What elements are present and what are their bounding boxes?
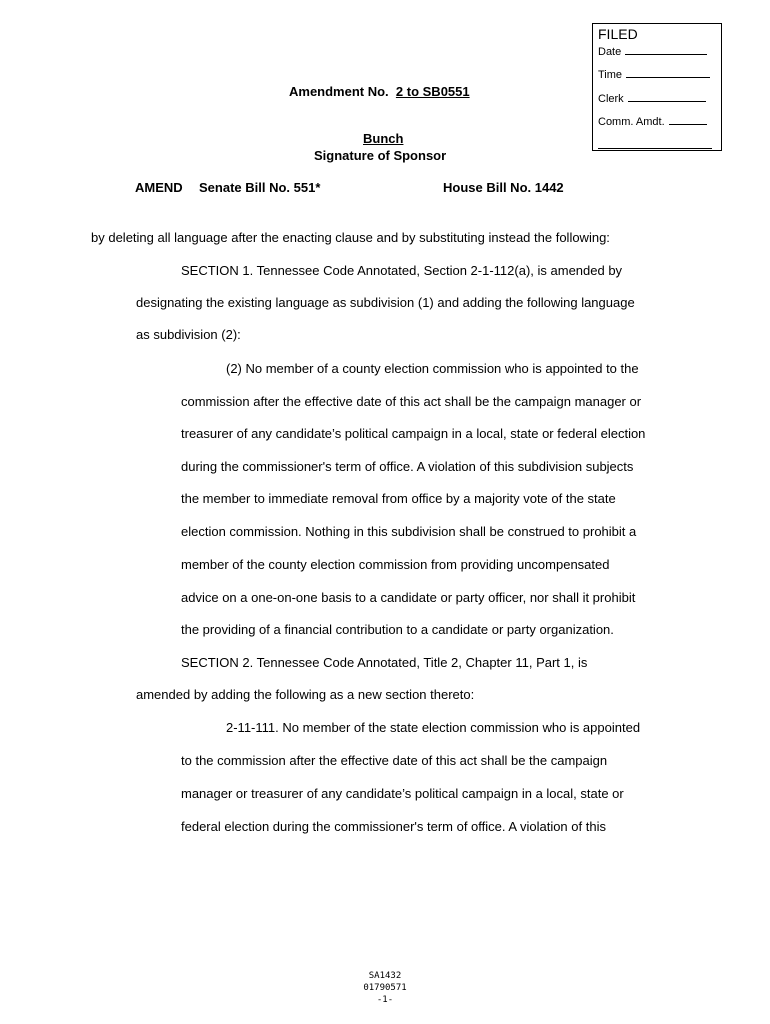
filed-time-label: Time [598, 69, 623, 81]
amendment-number: 2 to SB0551 [395, 84, 470, 99]
page-footer [345, 970, 425, 1006]
amend-word: AMEND [135, 180, 183, 195]
body-line: the providing of a financial contribution to a candidate or party organization. [181, 622, 614, 637]
body-line: by deleting all language after the enacting clause and by substituting instead the following: [91, 230, 610, 245]
body-line: amended by adding the following as a new section thereto: [136, 687, 475, 702]
body-line: as subdivision (2): [136, 327, 241, 342]
body-line: 2-11-111. No member of the state election commission who is appointed [226, 720, 641, 735]
footer-code-1: SA1432 [368, 971, 402, 981]
body-line: SECTION 2. Tennessee Code Annotated, Title 2, Chapter 11, Part 1, is [181, 655, 588, 670]
amendment-title [289, 84, 470, 99]
body-line: SECTION 1. Tennessee Code Annotated, Section 2-1-112(a), is amended by [181, 263, 623, 278]
body-line: treasurer of any candidate’s political campaign in a local, state or federal election [181, 426, 646, 441]
filed-clerk-field [598, 92, 706, 105]
body-line: advice on a one-on-one basis to a candidate or party officer, nor shall it prohibit [181, 590, 636, 605]
senate-bill-number: Senate Bill No. 551* [199, 180, 321, 195]
body-line: member of the county election commission from providing uncompensated [181, 557, 610, 572]
amendment-prefix: Amendment No. [289, 84, 389, 99]
body-line: (2) No member of a county election commission who is appointed to the [226, 361, 639, 376]
filed-box [592, 23, 722, 151]
body-line: federal election during the commissioner's term of office. A violation of this [181, 819, 606, 834]
filed-comm-amdt-label: Comm. Amdt. [598, 116, 665, 128]
footer-code-2: 01790571 [363, 983, 407, 993]
filed-date-field [598, 45, 707, 58]
filed-title: FILED [598, 26, 638, 42]
filed-time-field [598, 68, 710, 81]
sponsor-caption: Signature of Sponsor [314, 148, 447, 163]
body-line: designating the existing language as subdivision (1) and adding the following language [136, 295, 635, 310]
filed-clerk-label: Clerk [598, 93, 624, 105]
sponsor-name: Bunch [363, 131, 404, 146]
body-line: during the commissioner's term of office. A violation of this subdivision subjects [181, 459, 634, 474]
filed-date-label: Date [598, 46, 622, 58]
body-line: election commission. Nothing in this subdivision shall be construed to prohibit a [181, 524, 637, 539]
house-bill-number: House Bill No. 1442 [443, 180, 564, 195]
filed-comm-amdt-field [598, 115, 707, 128]
page-number: -1- [376, 995, 394, 1005]
body-line: to the commission after the effective date of this act shall be the campaign [181, 753, 608, 768]
filed-blank-line [598, 148, 712, 149]
body-line: commission after the effective date of this act shall be the campaign manager or [181, 394, 642, 409]
body-line: manager or treasurer of any candidate’s political campaign in a local, state or [181, 786, 624, 801]
body-line: the member to immediate removal from office by a majority vote of the state [181, 491, 616, 506]
